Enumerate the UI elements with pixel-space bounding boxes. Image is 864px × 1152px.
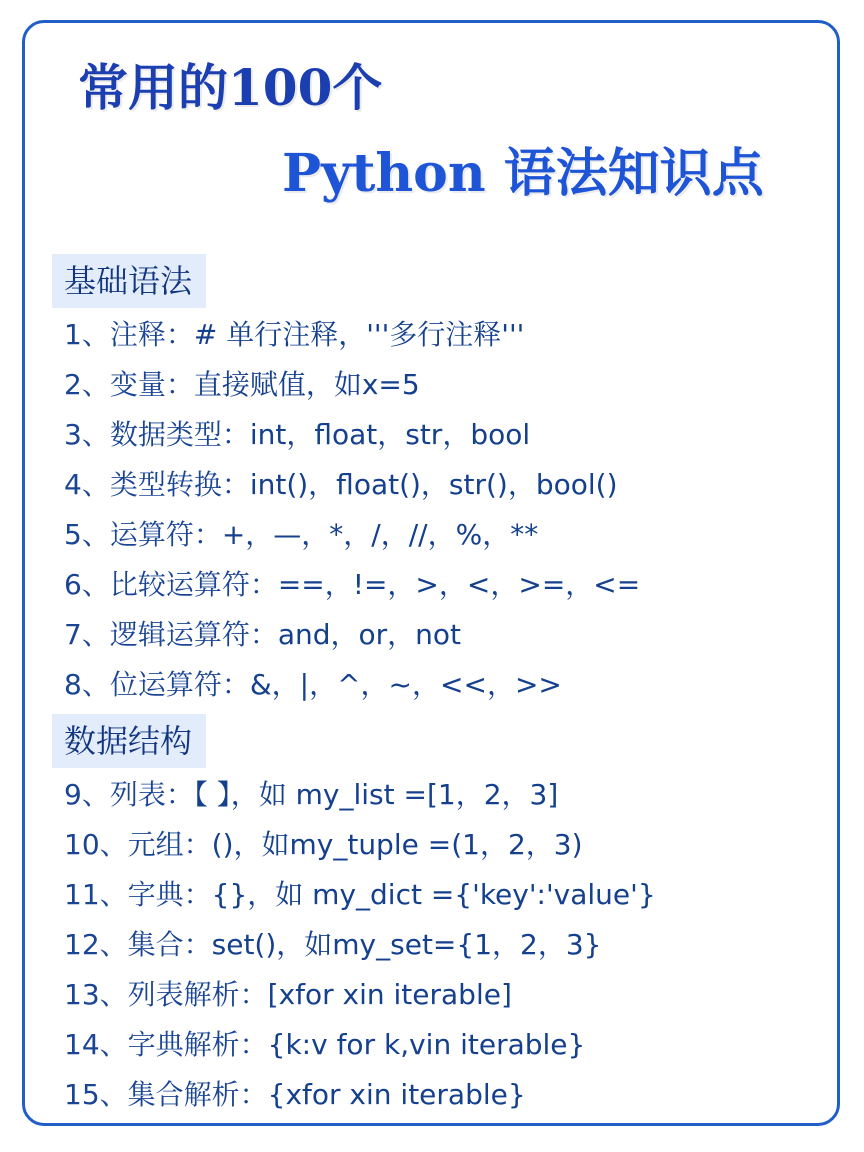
item-label: 11、字典：: [64, 878, 212, 911]
list-item: [64, 773, 558, 817]
list-item: [64, 973, 512, 1017]
item-label: 8、位运算符：: [64, 668, 250, 701]
item-text: 【 】，如 my_list =[1，2，3]: [193, 778, 559, 811]
list-item: [64, 563, 640, 607]
item-label: 14、字典解析：: [64, 1028, 268, 1061]
item-label: 12、集合：: [64, 928, 212, 961]
item-label: 10、元组：: [64, 828, 212, 861]
item-label: 5、运算符：: [64, 518, 222, 551]
item-text: ()，如my_tuple =(1，2，3): [211, 828, 583, 861]
list-item: [64, 663, 562, 707]
item-label: 2、变量：: [64, 368, 194, 401]
item-label: 7、逻辑运算符：: [64, 618, 278, 651]
item-text: and，or，not: [277, 618, 462, 651]
list-item: [64, 873, 656, 917]
list-item: [64, 923, 601, 967]
item-text: 直接赋值，如x=5: [193, 368, 420, 401]
section-heading-basic-syntax: 基础语法: [52, 254, 206, 308]
item-text: int()，float()，str()，bool(): [249, 468, 618, 501]
item-text: # 单行注释，'''多行注释''': [193, 318, 525, 351]
list-item: [64, 823, 583, 867]
item-label: 6、比较运算符：: [64, 568, 278, 601]
item-label: 3、数据类型：: [64, 418, 250, 451]
item-label: 9、列表：: [64, 778, 194, 811]
item-text: ==，!=，>，<，>=，<=: [277, 568, 641, 601]
item-label: 15、集合解析：: [64, 1078, 268, 1111]
item-label: 4、类型转换：: [64, 468, 250, 501]
item-text: &，|，^，~，<<，>>: [249, 668, 562, 701]
title-line-1: 常用的100个: [78, 58, 383, 117]
item-label: 1、注释：: [64, 318, 194, 351]
list-item: [64, 413, 530, 457]
list-item: [64, 1023, 585, 1067]
list-item: [64, 1073, 526, 1117]
item-text: {k:v for k,vin iterable}: [267, 1028, 586, 1061]
list-item: [64, 513, 538, 557]
list-item: [64, 613, 461, 657]
list-item: [64, 463, 618, 507]
item-text: +，—，*，/，//，%，**: [221, 518, 539, 551]
item-text: [xfor xin iterable]: [267, 978, 512, 1011]
list-item: [64, 363, 420, 407]
section-heading-data-structures: 数据结构: [52, 714, 206, 768]
item-text: set()，如my_set={1，2，3}: [211, 928, 602, 961]
list-item: [64, 313, 524, 357]
item-text: {xfor xin iterable}: [267, 1078, 526, 1111]
item-text: int，float，str，bool: [249, 418, 531, 451]
title-line-2: Python 语法知识点: [282, 143, 764, 204]
item-label: 13、列表解析：: [64, 978, 268, 1011]
item-text: {}，如 my_dict ={'key':'value'}: [211, 878, 656, 911]
